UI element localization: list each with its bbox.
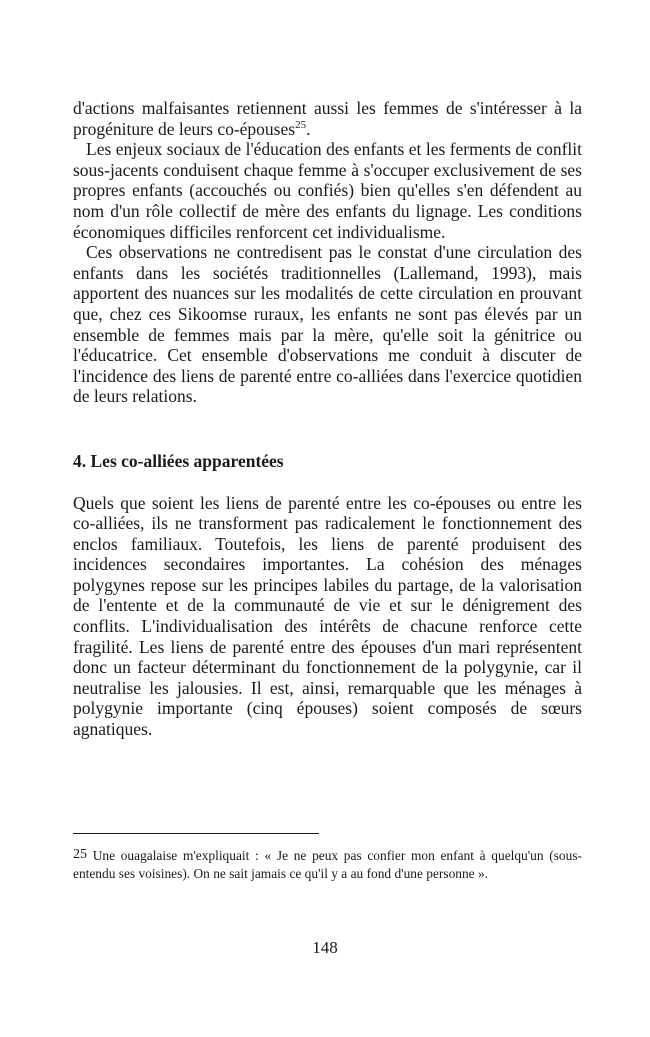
section-heading: 4. Les co-alliées apparentées	[73, 450, 284, 471]
paragraph-3: Ces observations ne contredisent pas le constat d'une circulation des enfants dans les sociétés traditionnelles (Lallemand, 1993), mais apportent des nuances sur les modalités de cette circulation en prouvant que, chez ces Sikoomse ruraux, les enfants ne sont pas élevés par un ensemble de femmes mais par la mère, qu'elle soit la génitrice ou l'éducatrice. Cet ensemble d'observations me conduit à discuter de l'incidence des liens de parenté entre co-alliées dans l'exercice quotidien de leurs relations.	[73, 242, 582, 407]
paragraph-4: Quels que soient les liens de parenté entre les co-épouses ou entre les co-alliées, ils ne transforment pas radicalement le fonctionnement des enclos familiaux. Toutefois, les liens de parenté produisent des incidences secondaires importantes. La cohésion des ménages polygynes repose sur les principes labiles du partage, de la valorisation de l'entente et de la communauté de vie et sur le dénigrement des conflits. L'individualisation des intérêts de chacune renforce cette fragilité. Les liens de parenté entre des épouses d'un mari représentent donc un facteur déterminant du fonctionnement de la polygynie, car il neutralise les jalousies. Il est, ainsi, remarquable que les ménages à polygynie importante (cinq épouses) soient composés de sœurs agnatiques.	[73, 492, 582, 740]
page-number: 148	[312, 938, 338, 957]
paragraph-1-text: d'actions malfaisantes retiennent aussi les femmes de s'intéresser à la progéniture de leurs co-épouses	[73, 98, 582, 139]
paragraph-1	[73, 98, 582, 139]
footnote-reference: 25	[295, 118, 307, 131]
section-spacer	[73, 407, 582, 451]
footnote-number: 25	[73, 847, 87, 862]
heading-spacer	[73, 472, 582, 493]
paragraph-2: Les enjeux sociaux de l'éducation des enfants et les ferments de conflit sous-jacents conduisent chaque femme à s'occuper exclusivement de ses propres enfants (accouchés ou confiés) bien qu'elles s'en défendent au nom d'un rôle collectif de mère des enfants du lignage. Les conditions économiques difficiles renforcent cet individualisme.	[73, 139, 582, 242]
footnote	[73, 846, 582, 883]
paragraph-1-end: .	[306, 118, 311, 139]
footnote-text: Une ouagalaise m'expliquait : « Je ne peux pas confier mon enfant à quelqu'un (sous-entendu ses voisines). On ne sait jamais ce qu'il y a au fond d'une personne ».	[73, 848, 582, 881]
main-text	[73, 98, 582, 740]
footnote-separator	[73, 833, 319, 834]
